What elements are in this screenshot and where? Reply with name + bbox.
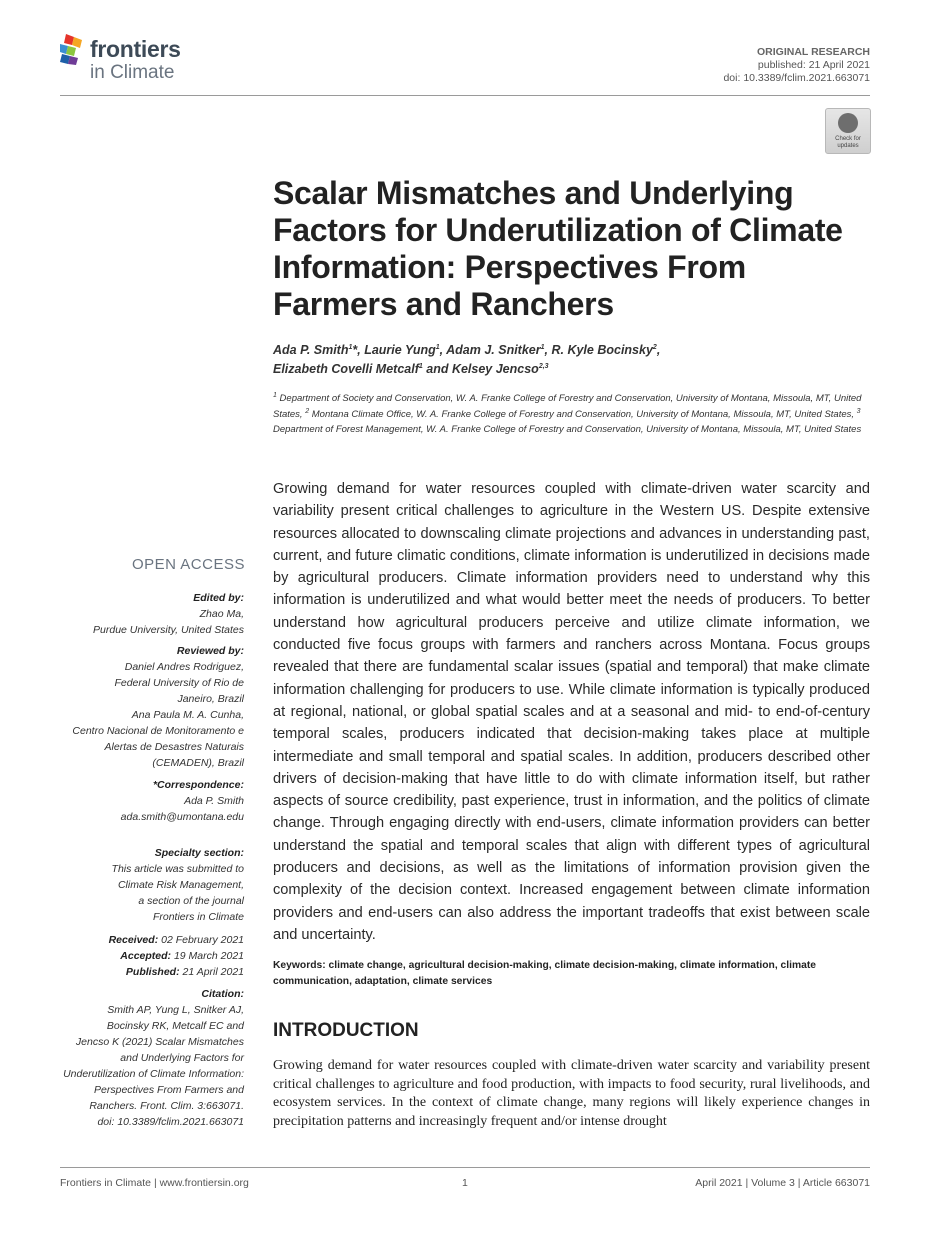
sidebar-line: Smith AP, Yung L, Snitker AJ, (107, 1004, 244, 1016)
article-meta (723, 46, 870, 85)
author-line-2: Elizabeth Covelli Metcalf$^1$ and Kelsey Jencso$^{2,3}$ (273, 362, 549, 376)
footer-journal-link[interactable]: Frontiers in Climate | www.frontiersin.org (60, 1177, 249, 1189)
sidebar-line: Bocinsky RK, Metcalf EC and (106, 1020, 244, 1032)
author-name[interactable]: R. Kyle Bocinsky (551, 343, 653, 357)
check-updates-icon (838, 113, 858, 133)
received-date: Received: 02 February 2021 (108, 934, 244, 946)
author-name[interactable]: Adam J. Snitker (446, 343, 541, 357)
edited-by (44, 590, 244, 638)
affiliation-marker: 3 (856, 407, 861, 415)
sidebar-line[interactable]: ada.smith@umontana.edu (120, 811, 244, 823)
frontiers-logo-icon (60, 34, 88, 66)
author-name[interactable]: Ada P. Smith (273, 343, 349, 357)
published-date-side: Published: 21 April 2021 (125, 966, 244, 978)
dates (44, 932, 244, 980)
logo-text: frontiers (90, 36, 181, 62)
sidebar-line: Jencso K (2021) Scalar Mismatches (75, 1036, 244, 1048)
article-type: ORIGINAL RESEARCH (757, 46, 870, 58)
author-affil-marker: 1 (540, 343, 545, 351)
footer-divider (60, 1167, 870, 1168)
footer-issue-info: April 2021 | Volume 3 | Article 663071 (695, 1177, 870, 1189)
sidebar-line: Zhao Ma, (199, 608, 244, 620)
sidebar-line: (CEMADEN), Brazil (152, 757, 244, 769)
author-name[interactable]: Elizabeth Covelli Metcalf (273, 362, 419, 376)
citation-lines (44, 1002, 244, 1130)
affiliation-marker: 1 (273, 391, 277, 399)
sidebar-line: Janeiro, Brazil (177, 693, 244, 705)
logo-subtext: in Climate (90, 62, 175, 83)
specialty-section (44, 845, 244, 925)
author-affil-marker: 1 (435, 343, 440, 351)
sidebar-line: Ranchers. Front. Clim. 3:663071. (89, 1100, 244, 1112)
affiliations (273, 391, 873, 438)
check-for-updates-badge[interactable] (825, 108, 871, 154)
sidebar-line: and Underlying Factors for (120, 1052, 244, 1064)
sidebar-line: Daniel Andres Rodriguez, (124, 661, 244, 673)
correspondence (44, 777, 244, 825)
editor-lines (44, 606, 244, 638)
accepted-date: Accepted: 19 March 2021 (120, 950, 244, 962)
keywords: Keywords: climate change, agricultural decision-making, climate decision-making, climate information, climate communication, adaptation, climate services (273, 960, 817, 987)
sidebar-line: a section of the journal (138, 895, 244, 907)
page-number: 1 (462, 1177, 468, 1189)
article-doi[interactable]: doi: 10.3389/fclim.2021.663071 (723, 72, 870, 84)
sidebar-line: Alertas de Desastres Naturais (104, 741, 244, 753)
check-updates-label: Check for updates (835, 136, 861, 149)
affiliation-text: Department of Society and Conservation, W. A. Franke College of Forestry and Conservation, University of Montana, Missoula, MT, United States, (273, 393, 862, 420)
author-list (273, 341, 873, 379)
author-affil-marker: 2 (652, 343, 657, 351)
author-affil-marker: 2,3 (538, 362, 549, 370)
article-title: Scalar Mismatches and Underlying Factors for Underutilization of Climate Information: Perspectives From Farmers and Ranchers (273, 175, 843, 322)
affiliation-text: Montana Climate Office, W. A. Franke College of Forestry and Conservation, University of Montana, Missoula, MT, United States, (309, 408, 857, 420)
header-divider (60, 95, 870, 96)
author-line-1: Ada P. Smith$^1$*, Laurie Yung$^1$, Adam J. Snitker$^1$, R. Kyle Bocinsky$^2$, (273, 343, 661, 357)
sidebar-line: This article was submitted to (111, 863, 244, 875)
abstract: Growing demand for water resources coupled with climate-driven water scarcity and variability present critical challenges to agriculture in the Western US. Despite extensive resources allocated to downscaling climate projections and advances in understanding past, current, and future climatic conditions, climate information is underutilized in decisions made by agricultural producers. Climate information providers need to understand why this information is underutilized and what would better meet the needs of producers. To better understand how agricultural producers perceive and utilize climate information, we conducted five focus groups with farmers and ranchers across Montana. Focus groups revealed that there are fundamental scalar issues (spatial and temporal) that make climate information challenging for producers to use. While climate information is typically produced at regional, national, or global spatial scales and at a seasonal and mid- to end-of-century temporal scales, producers indicated that decision-making takes place at multiple intermediate and small temporal and spatial scales. In addition, producers described other drivers of decision-making that have little to do with climate information itself, but rather aspects of source credibility, past experience, trust in information, and the politics of climate change. Through engaging directly with end-users, climate information providers can better understand the spatial and temporal scales that align with different types of agricultural producers and decisions, as well as the limitations of information provision given the complexity of the decision context. Increased engagement between climate information providers and end-users can also address the important tradeoffs that exist between scale and uncertainty. (273, 481, 870, 943)
affiliation-marker: 2 (305, 407, 310, 415)
author-name[interactable]: Laurie Yung (364, 343, 436, 357)
open-access-label: OPEN ACCESS (131, 556, 245, 573)
author-affil-marker: 1 (348, 343, 353, 351)
sidebar-line: Perspectives From Farmers and (94, 1084, 244, 1096)
sidebar-line: Ana Paula M. A. Cunha, (131, 709, 244, 721)
edited-by-label: Edited by: (193, 592, 244, 604)
author-affil-marker: 1 (418, 362, 423, 370)
affiliation-text: Department of Forest Management, W. A. Franke College of Forestry and Conservation, University of Montana, Missoula, MT, United States (273, 424, 862, 435)
reviewer-lines (44, 659, 244, 771)
reviewed-by-label: Reviewed by: (176, 645, 244, 657)
sidebar-line: Federal University of Rio de (114, 677, 244, 689)
section-heading-introduction: INTRODUCTION (273, 1020, 419, 1041)
sidebar-line: Ada P. Smith (184, 795, 244, 807)
sidebar-line: Centro Nacional de Monitoramento e (72, 725, 244, 737)
citation (44, 986, 244, 1130)
correspondence-label: *Correspondence: (152, 779, 244, 791)
specialty-label: Specialty section: (154, 847, 244, 859)
introduction-paragraph: Growing demand for water resources coupled with climate-driven water scarcity and variability present critical challenges to agriculture and food production, with impacts to food security, rural livelihoods, and ecosystem services. In the context of climate change, many regions will likely experience changes in precipitation patterns and increasingly frequent and/or intense drought (273, 1058, 870, 1129)
specialty-lines (44, 861, 244, 925)
journal-logo (60, 34, 240, 86)
citation-label: Citation: (201, 988, 244, 1000)
sidebar-line: Climate Risk Management, (117, 879, 244, 891)
reviewed-by (44, 643, 244, 771)
published-date: published: 21 April 2021 (757, 59, 870, 71)
correspondence-lines (44, 793, 244, 825)
author-name[interactable]: Kelsey Jencso (451, 362, 539, 376)
sidebar-line: Frontiers in Climate (152, 911, 244, 923)
sidebar-line: doi: 10.3389/fclim.2021.663071 (97, 1116, 244, 1128)
sidebar-line: Underutilization of Climate Information: (63, 1068, 244, 1080)
sidebar-line: Purdue University, United States (93, 624, 244, 636)
